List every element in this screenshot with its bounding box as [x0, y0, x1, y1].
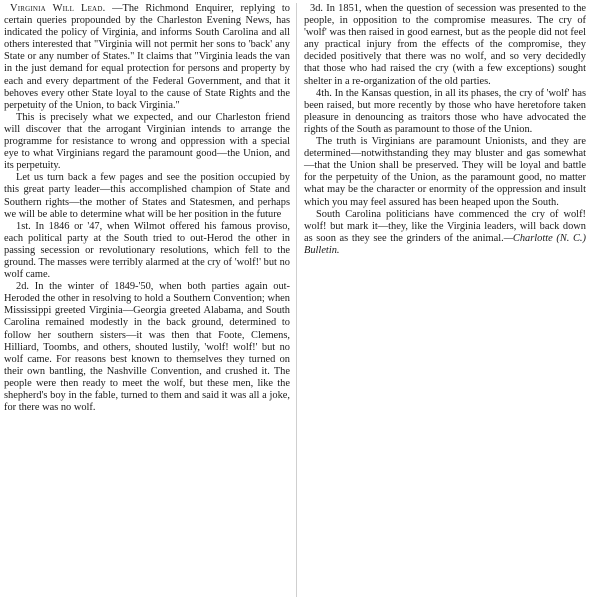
closing-text: South Carolina politicians have commenced the cry of wolf! wolf! but mark it—they, like the Virginia leaders, will back down as soon as they see the grinders of the animal. — [304, 208, 586, 244]
paragraph: 2d. In the winter of 1849-'50, when both parties again out-Heroded the other in resolving to hold a Southern Convention; when Mississippi greeted Virginia—Georgia greeted Alabama, and South Carolina remained modestly in the back ground, determined to follow her southern sisters—it was then that Foote, Clemens, Hilliard, Toombs, and others, shouted lustily, 'wolf! wolf!' but no wolf came. For reasons best known to themselves they turned on their own bantling, the Nashville Convention, and crushed it. The people were then ready to meet the wolf, but these men, like the shepherd's boy in the fable, turned to them and said it was all a joke, for there was no wolf. — [4, 281, 290, 414]
paragraph: The truth is Virginians are paramount Unionists, and they are determined—notwithstanding they may bluster and gas somewhat—that the Union shall be preserved. They will be loyal and battle for the perpetuity of the Union, as the paramount good, no matter what may be the character or enormity of the oppression and insult which you may feel assured has been heaped upon the South. — [304, 136, 586, 208]
article-headline: Virginia Will Lead. — [10, 3, 106, 14]
paragraph: Let us turn back a few pages and see the position occupied by this great party leader—this accomplished champion of State and Southern rights—the mother of States and Statesmen, and perhaps we will be able to determine what will be her position in the future — [4, 172, 290, 220]
left-column — [4, 3, 290, 414]
paragraph: 4th. In the Kansas question, in all its phases, the cry of 'wolf' has been raised, but more recently by those who have heretofore taken pleasure in denouncing as traitors those who have advocated the rights of the South as paramount to those of the Union. — [304, 87, 586, 135]
paragraph: This is precisely what we expected, and our Charleston friend will discover that the arrogant Virginian intends to arrange the programme for resistance to wrong and oppression with a special eye to what Virginians regard the paramount good—the Union, and its perpetuity. — [4, 111, 290, 172]
column-divider — [296, 3, 297, 597]
paragraph: 3d. In 1851, when the question of secession was presented to the people, in opposition to the compromise measures. The cry of 'wolf' was then raised in good earnest, but as the people did not feel any practical injury from the effects of the compromise, they decided positively that there was no wolf, and so very decidedly that those who had raised the cry (with a few exceptions) sought shelter in a re-organization of the old parties. — [304, 3, 586, 87]
paragraph-closing — [304, 209, 586, 257]
paragraph: 1st. In 1846 or '47, when Wilmot offered his famous proviso, each political party at the South tried to out-Herod the other in passing secession or revolutionary resolutions, which fell to the ground. The masses were terribly alarmed at the cry of 'wolf!' but no wolf came. — [4, 220, 290, 281]
source-attribution: —Charlotte (N. C.) Bulletin. — [304, 232, 586, 256]
paragraph-intro — [4, 3, 290, 112]
paragraph-intro-text: —The Richmond Enquirer, replying to certain queries propounded by the Charleston Evening News, has indicated the policy of Virginia, and informs South Carolina and all others interested that "Virginia will not permit her sons to 'back' any State or any number of States." It claims that "Virginia leads the van in the just demand for equal protection for persons and property by each and every department of the Federal Government, and that it behoves every other State loyal to the cause of State Rights and the perpetuity of the Union, to back Virginia." — [4, 3, 290, 111]
newspaper-clipping — [4, 3, 588, 597]
right-column — [304, 3, 586, 257]
